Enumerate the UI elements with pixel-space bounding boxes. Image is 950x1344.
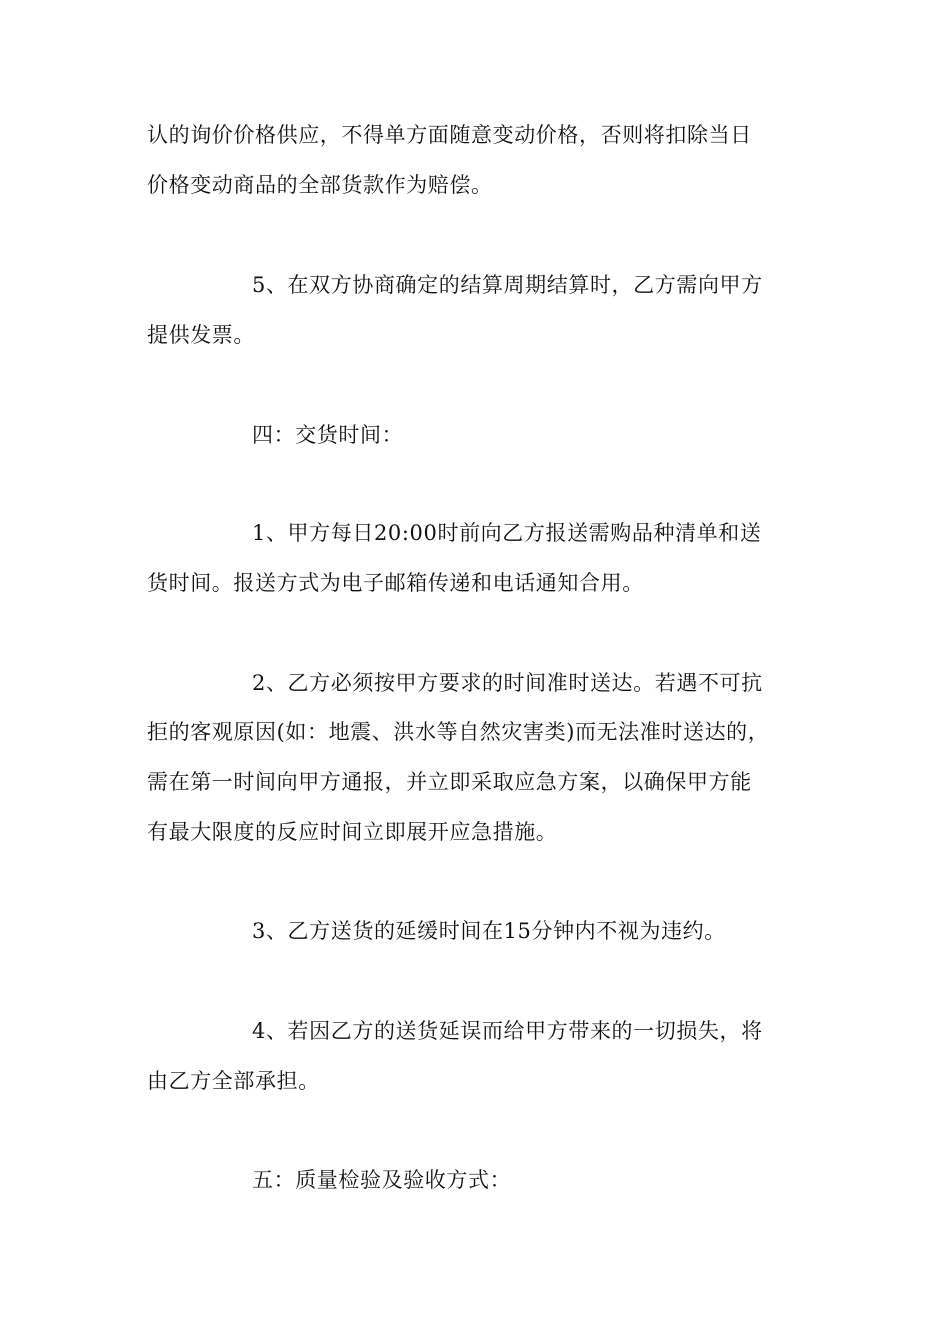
- paragraph-line: 5、在双方协商确定的结算周期结算时，乙方需向甲方: [252, 273, 763, 297]
- paragraph-line: 价格变动商品的全部货款作为赔偿。: [147, 173, 493, 197]
- paragraph-line: 有最大限度的反应时间立即展开应急措施。: [147, 820, 558, 844]
- paragraph-line: 货时间。报送方式为电子邮箱传递和电话通知合用。: [147, 571, 644, 595]
- paragraph-line: 拒的客观原因(如：地震、洪水等自然灾害类)而无法准时送达的，: [147, 720, 770, 744]
- paragraph-line: 认的询价价格供应，不得单方面随意变动价格，否则将扣除当日: [147, 123, 752, 147]
- section-heading: 四：交货时间：: [252, 423, 404, 447]
- paragraph-line: 需在第一时间向甲方通报，并立即采取应急方案，以确保甲方能: [147, 770, 752, 794]
- paragraph-line: 由乙方全部承担。: [147, 1069, 320, 1093]
- paragraph-line: 提供发票。: [147, 323, 255, 347]
- section-heading: 五：质量检验及验收方式：: [252, 1168, 512, 1192]
- paragraph-line: 1、甲方每日20:00时前向乙方报送需购品种清单和送: [252, 521, 762, 545]
- paragraph-line: 3、乙方送货的延缓时间在15分钟内不视为违约。: [252, 919, 726, 943]
- paragraph-line: 2、乙方必须按甲方要求的时间准时送达。若遇不可抗: [252, 671, 763, 695]
- paragraph-line: 4、若因乙方的送货延误而给甲方带来的一切损失，将: [252, 1019, 763, 1043]
